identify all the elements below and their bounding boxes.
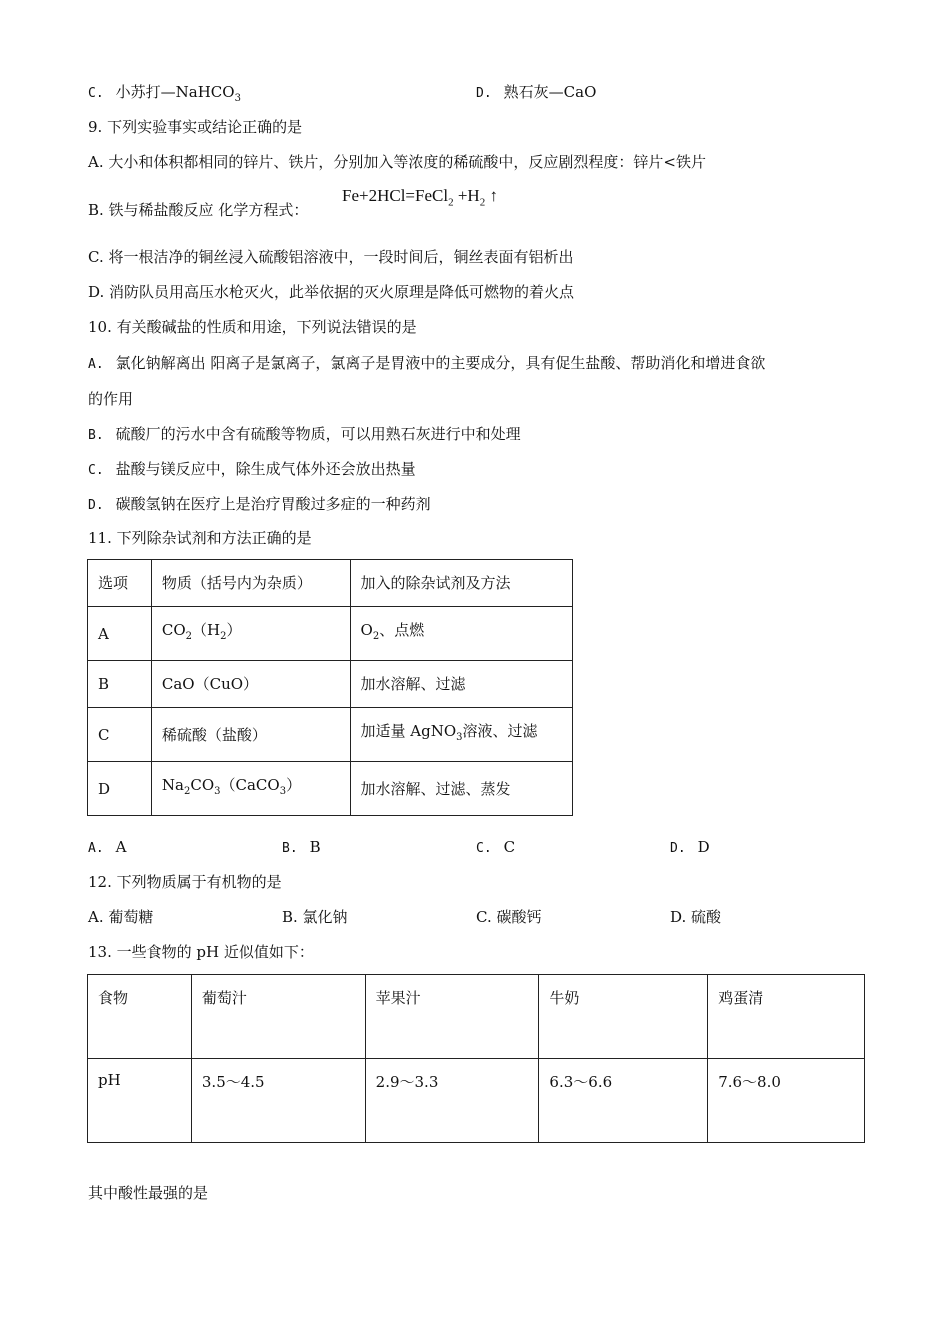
table-header-row — [88, 560, 573, 607]
table-row: C 稀硫酸（盐酸） 加适量 AgNO$_3$溶液、过滤 — [88, 708, 573, 762]
q9-option-a: A. 大小和体积都相同的锌片、铁片，分别加入等浓度的稀硫酸中，反应剧烈程度：锌片<铁片 — [88, 153, 706, 171]
q9-stem: 9. 下列实验事实或结论正确的是 — [88, 118, 303, 136]
q10-option-a: A. 氯化钠解离出 阳离子是氯离子，氯离子是胃液中的主要成分，具有促生盐酸、帮助消化和增进食欲 — [88, 354, 766, 372]
q12-option-b: B. 氯化钠 — [282, 908, 348, 926]
q12-option-c: C. 碳酸钙 — [476, 908, 542, 926]
q12-stem: 12. 下列物质属于有机物的是 — [88, 873, 282, 891]
q12-option-a: A. 葡萄糖 — [88, 908, 154, 926]
q10-option-d: D. 碳酸氢钠在医疗上是治疗胃酸过多症的一种药剂 — [88, 495, 431, 513]
q9-formula: Fe+2HCl=FeCl$_2$ $+H_2$ ↑ — [342, 186, 498, 209]
q10-stem: 10. 有关酸碱盐的性质和用途，下列说法错误的是 — [88, 318, 417, 336]
q12-option-d: D. 硫酸 — [670, 908, 722, 926]
q9-option-d: D. 消防队员用高压水枪灭火，此举依据的灭火原理是降低可燃物的着火点 — [88, 283, 575, 301]
q8-option-c: C. 小苏打—NaHCO$_3$ — [88, 83, 241, 104]
q10-option-b: B. 硫酸厂的污水中含有硫酸等物质，可以用熟石灰进行中和处理 — [88, 425, 521, 443]
q11-option-b: B. B — [282, 838, 321, 856]
table-row: D $Na_2CO_3(CaCO_3)$ 加水溶解、过滤、蒸发 — [88, 762, 573, 816]
table-row: A $CO_2(H_2)$ $O_2$、点燃 — [88, 607, 573, 661]
table-header-cell: 加入的除杂试剂及方法 — [350, 560, 572, 607]
q11-stem: 11. 下列除杂试剂和方法正确的是 — [88, 529, 312, 547]
q11-option-d: D. D — [670, 838, 710, 856]
q11-option-c: C. C — [476, 838, 516, 856]
q13-stem: 13. 一些食物的 pH 近似值如下： — [88, 943, 314, 961]
table-header-cell: 物质（括号内为杂质） — [151, 560, 350, 607]
q9-option-b: B. 铁与稀盐酸反应 化学方程式： — [88, 201, 309, 219]
q9-option-c: C. 将一根洁净的铜丝浸入硫酸铝溶液中，一段时间后，铜丝表面有铝析出 — [88, 248, 574, 266]
table-row: B CaO（CuO） 加水溶解、过滤 — [88, 661, 573, 708]
q11-table — [87, 559, 573, 816]
q13-question: 其中酸性最强的是 — [88, 1184, 209, 1202]
table-header-cell: 选项 — [88, 560, 152, 607]
q11-option-a: A. A — [88, 838, 127, 856]
q10-option-a-cont: 的作用 — [88, 390, 134, 408]
q8-option-d: D. 熟石灰—CaO — [476, 83, 597, 101]
table-row: pH 3.5～4.5 2.9～3.3 6.3～6.6 7.6～8.0 — [88, 1059, 865, 1143]
table-header-row: 食物 葡萄汁 苹果汁 牛奶 鸡蛋清 — [88, 975, 865, 1059]
q13-table — [87, 974, 865, 1143]
q10-option-c: C. 盐酸与镁反应中，除生成气体外还会放出热量 — [88, 460, 416, 478]
